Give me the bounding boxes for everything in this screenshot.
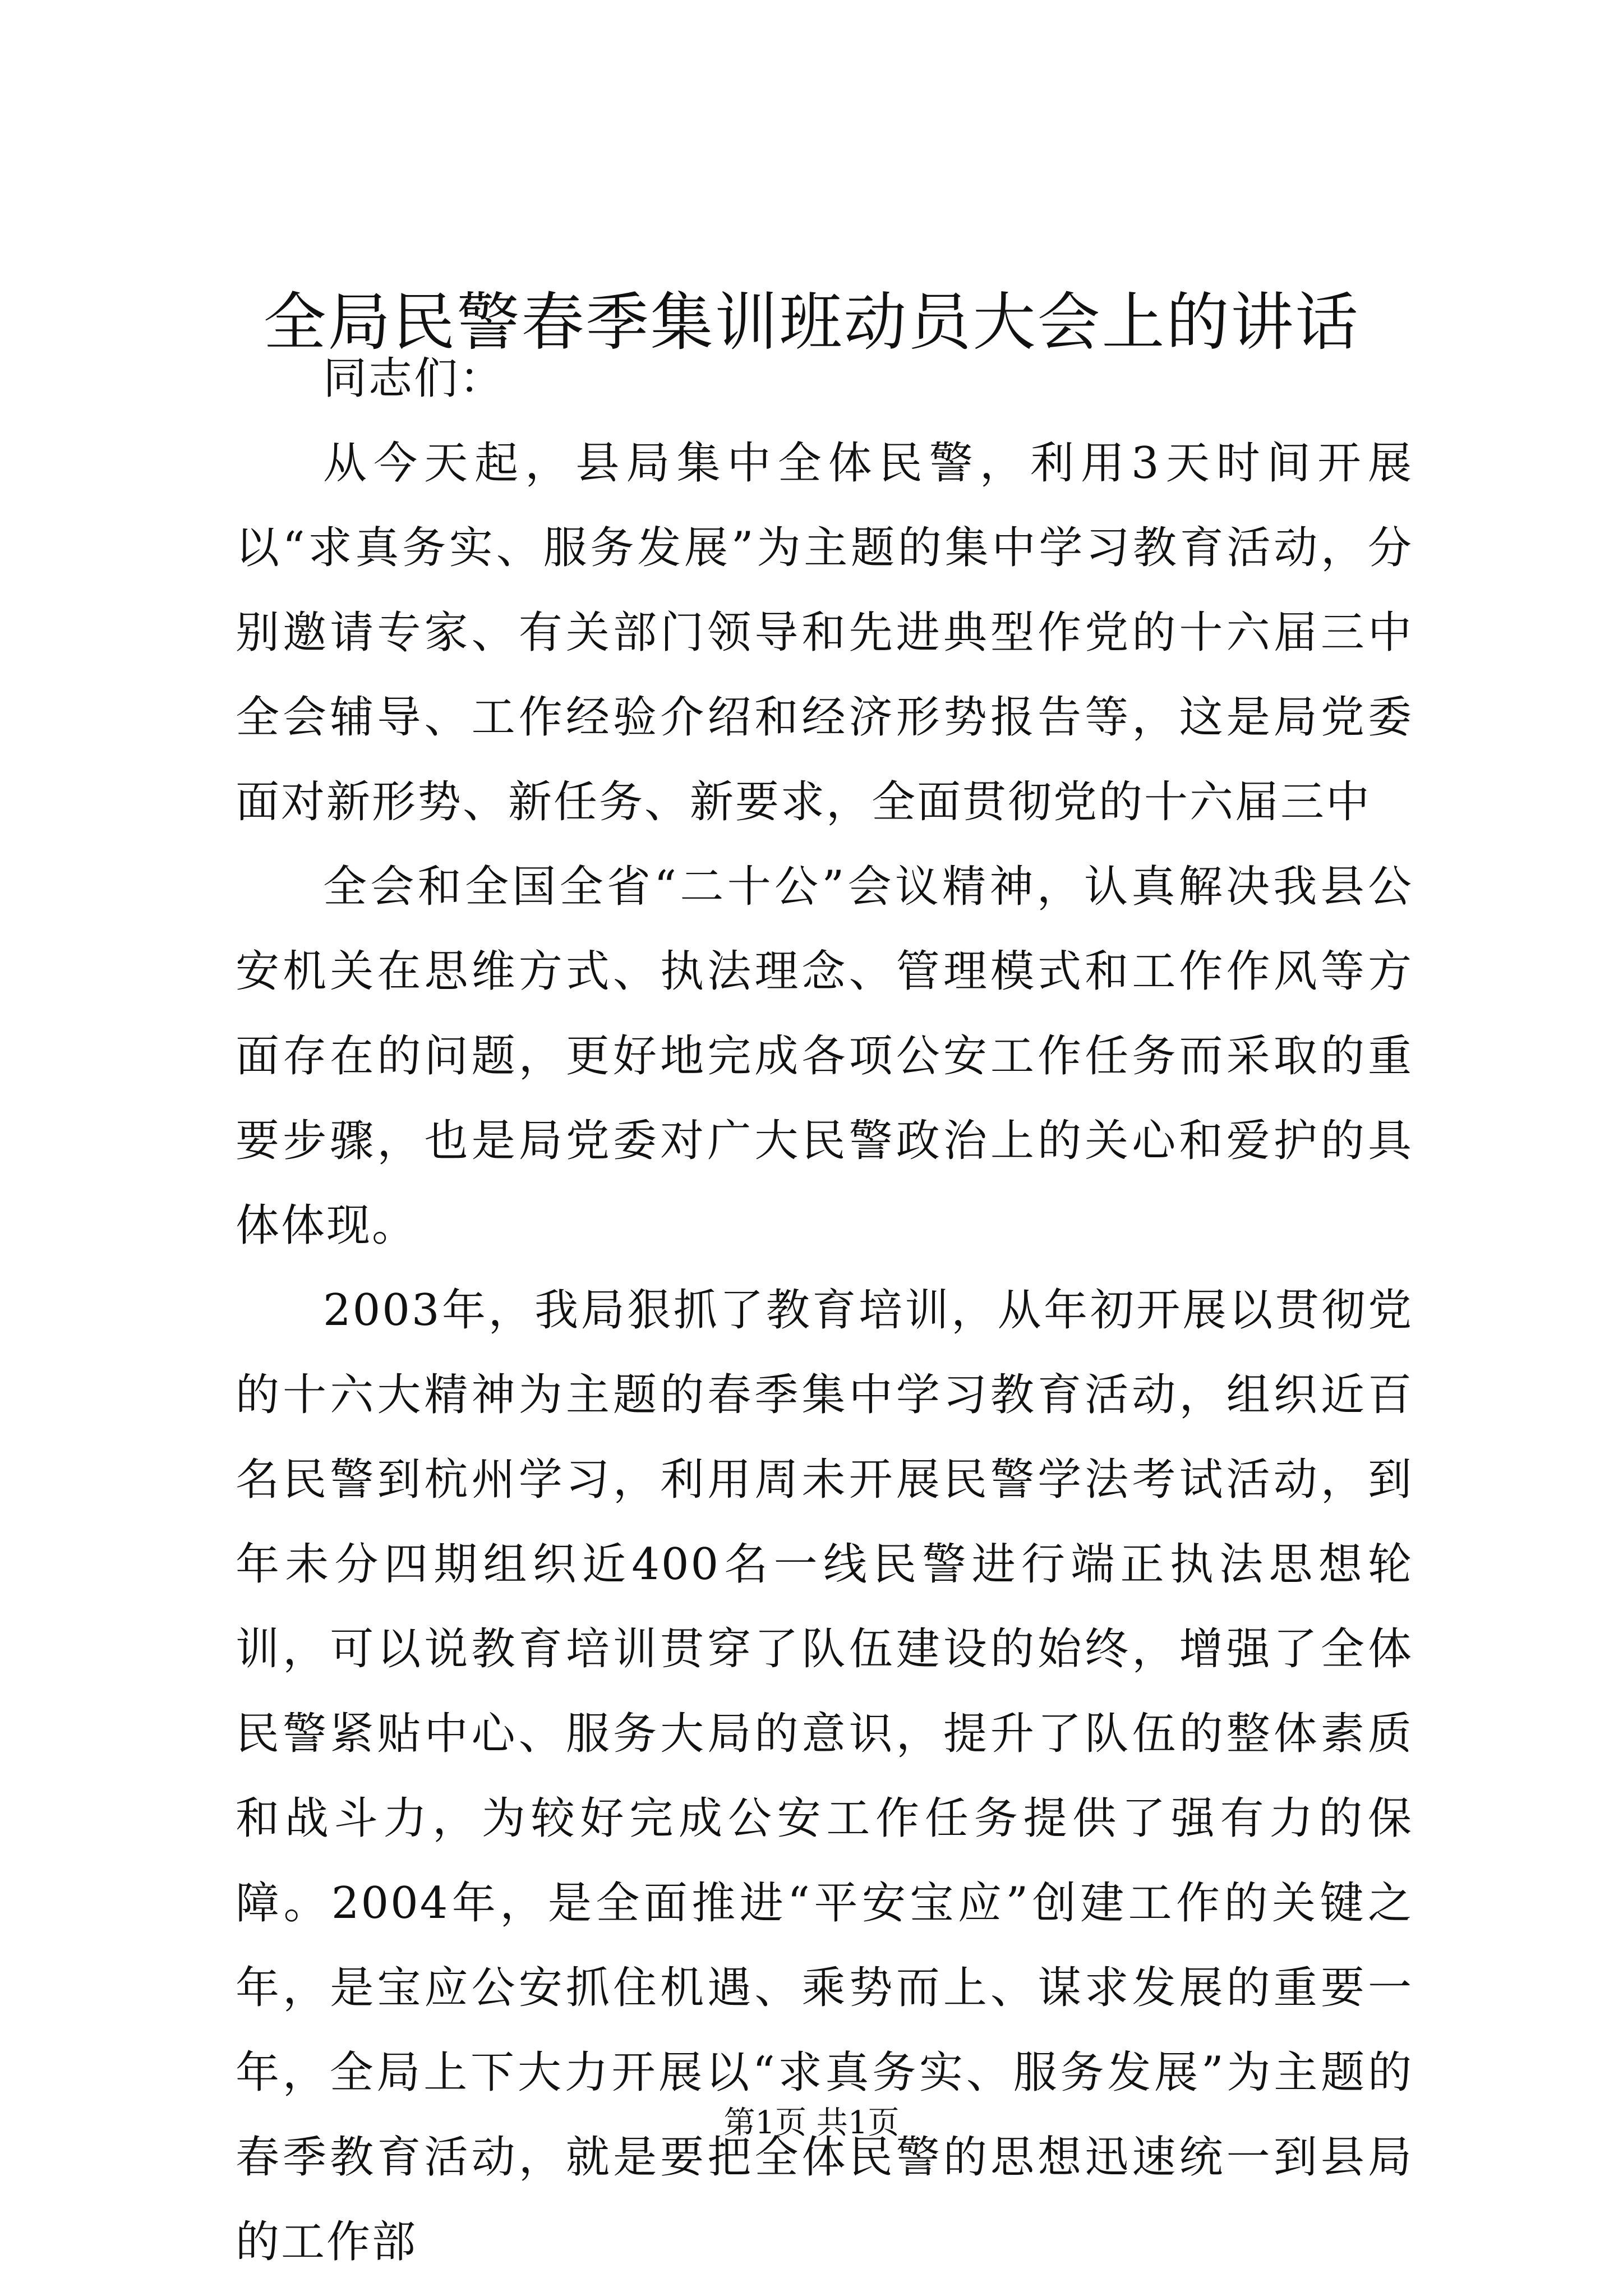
paragraph-2: 全会和全国全省“二十公”会议精神，认真解决我县公安机关在思维方式、执法理念、管理模式和工作作风等方面存在的问题，更好地完成各项公安工作任务而采取的重要步骤，也是局党委对广大民警政治上的关心和爱护的具体体现。 [236, 862, 1413, 1251]
paragraph-1: 从今天起，县局集中全体民警，利用3天时间开展以“求真务实、服务发展”为主题的集中学习教育活动，分别邀请专家、有关部门领导和先进典型作党的十六届三中全会辅导、工作经验介绍和经济形势报告等，这是局党委面对新形势、新任务、新要求，全面贯彻党的十六届三中 [236, 438, 1413, 827]
page-number-footer: 第1页 共1页 [723, 2105, 900, 2141]
document-body [236, 337, 1413, 2285]
paragraph-3: 2003年，我局狠抓了教育培训，从年初开展以贯彻党的十六大精神为主题的春季集中学习教育活动，组织近百名民警到杭州学习，利用周未开展民警学法考试活动，到年未分四期组织近400名一线民警进行端正执法思想轮训，可以说教育培训贯穿了队伍建设的始终，增强了全体民警紧贴中心、服务大局的意识，提升了队伍的整体素质和战斗力，为较好完成公安工作任务提供了强有力的保障。2004年，是全面推进“平安宝应”创建工作的关键之年，是宝应公安抓住机遇、乘势而上、谋求发展的重要一年，全局上下大力开展以“求真务实、服务发展”为主题的春季教育活动，就是要把全体民警的思想迅速统一到县局的工作部 [236, 1285, 1413, 2267]
document-title: 全局民警春季集训班动员大会上的讲话 [263, 286, 1360, 359]
greeting: 同志们： [323, 353, 505, 404]
